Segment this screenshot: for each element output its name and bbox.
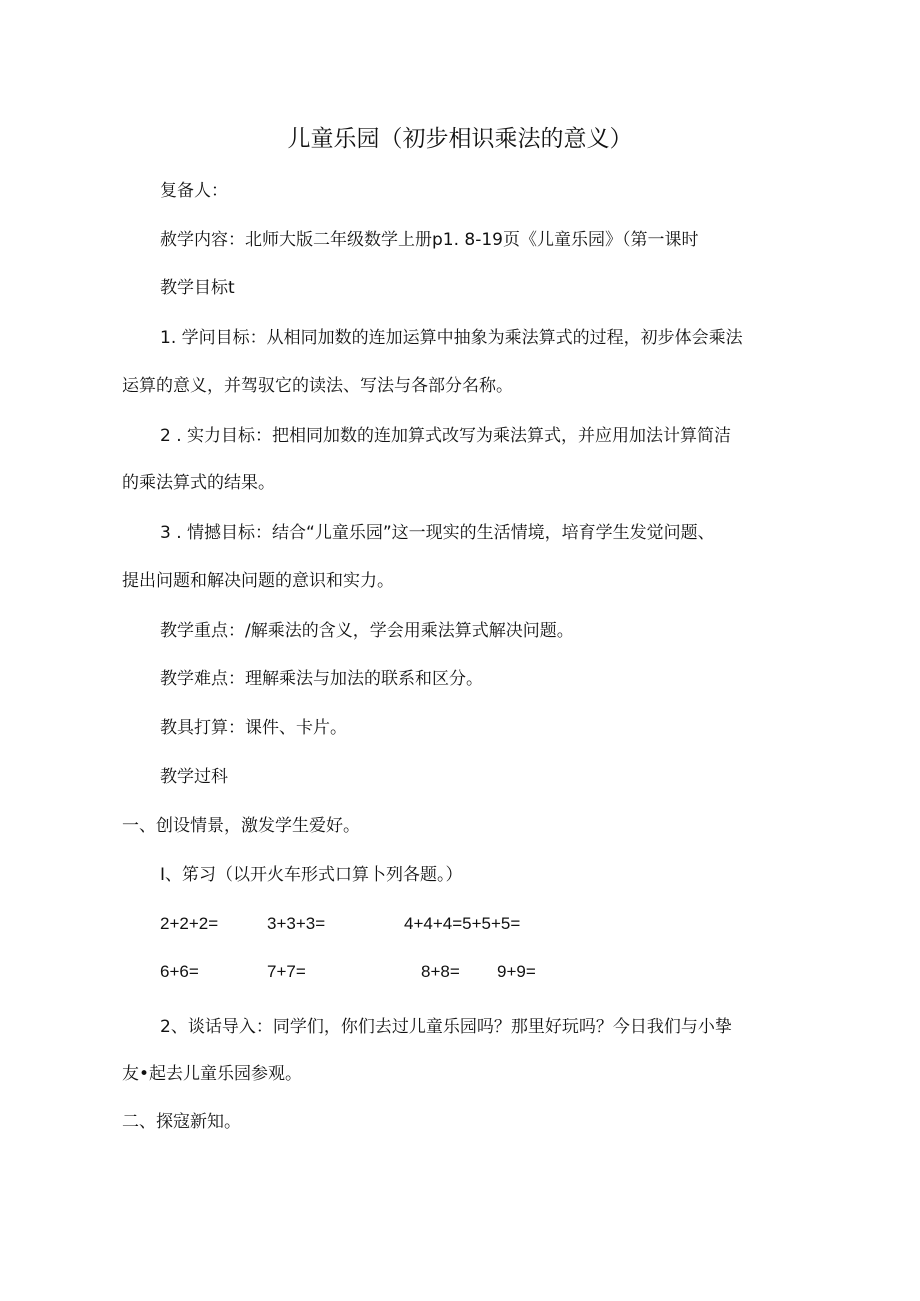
- page-title: 儿童乐园（初步相识乘法的意义）: [287, 126, 633, 152]
- objectives-heading: 教学目标t: [160, 278, 235, 298]
- teaching-tools: 教具打算：课件、卡片。: [160, 718, 347, 738]
- teaching-process-heading: 教学过科: [160, 767, 228, 787]
- talk-intro-line-2: 友•起去儿童乐园参观。: [122, 1064, 303, 1084]
- objective-3-line-1: 3 . 情撼目标：结合“儿童乐园”这一现实的生活情境，培育学生发觉问题、: [160, 523, 715, 543]
- preparer-line: 复备人：: [160, 181, 228, 201]
- expression: 4+4+4=5+5+5=: [404, 914, 521, 933]
- objective-1-line-1: 1. 学问目标：从相同加数的连加运算中抽象为乘法算式的过程，初步体会乘法: [160, 328, 743, 348]
- expression: 6+6=: [160, 962, 199, 981]
- section-2-heading: 二、探寇新知。: [122, 1112, 241, 1132]
- expression: 9+9=: [497, 962, 536, 981]
- section-1-heading: 一、创设情景，激发学生爱好。: [122, 816, 360, 836]
- talk-intro-line-1: 2、谈话导入：同学们，你们去过儿童乐园吗？那里好玩吗？今日我们与小挚: [160, 1017, 732, 1037]
- objective-3-line-2: 提出问题和解决问题的意识和实力。: [122, 571, 394, 591]
- objective-2-line-2: 的乘法算式的结果。: [122, 473, 275, 493]
- practice-line: I、笫习（以开火车形式口算卜列各题。）: [160, 865, 463, 885]
- teaching-content-line: 赦学内容：北师大版二年级数学上册p1. 8-19页《儿童乐园》（第一课时: [160, 230, 699, 250]
- objective-1-line-2: 运算的意义，并驾驭它的读法、写法与各部分名称。: [122, 376, 513, 396]
- teaching-focus: 教学重点：/解乘法的含义，学会用乘法算式解决问题。: [160, 621, 574, 641]
- expression: 3+3+3=: [267, 914, 326, 933]
- expression: 2+2+2=: [160, 914, 219, 933]
- teaching-difficulty: 教学难点：理解乘法与加法的联系和区分。: [160, 669, 483, 689]
- objective-2-line-1: 2 . 实力目标：把相同加数的连加算式改写为乘法算式，并应用加法计算简洁: [160, 426, 732, 446]
- expression: 8+8=: [421, 962, 460, 981]
- expression: 7+7=: [267, 962, 306, 981]
